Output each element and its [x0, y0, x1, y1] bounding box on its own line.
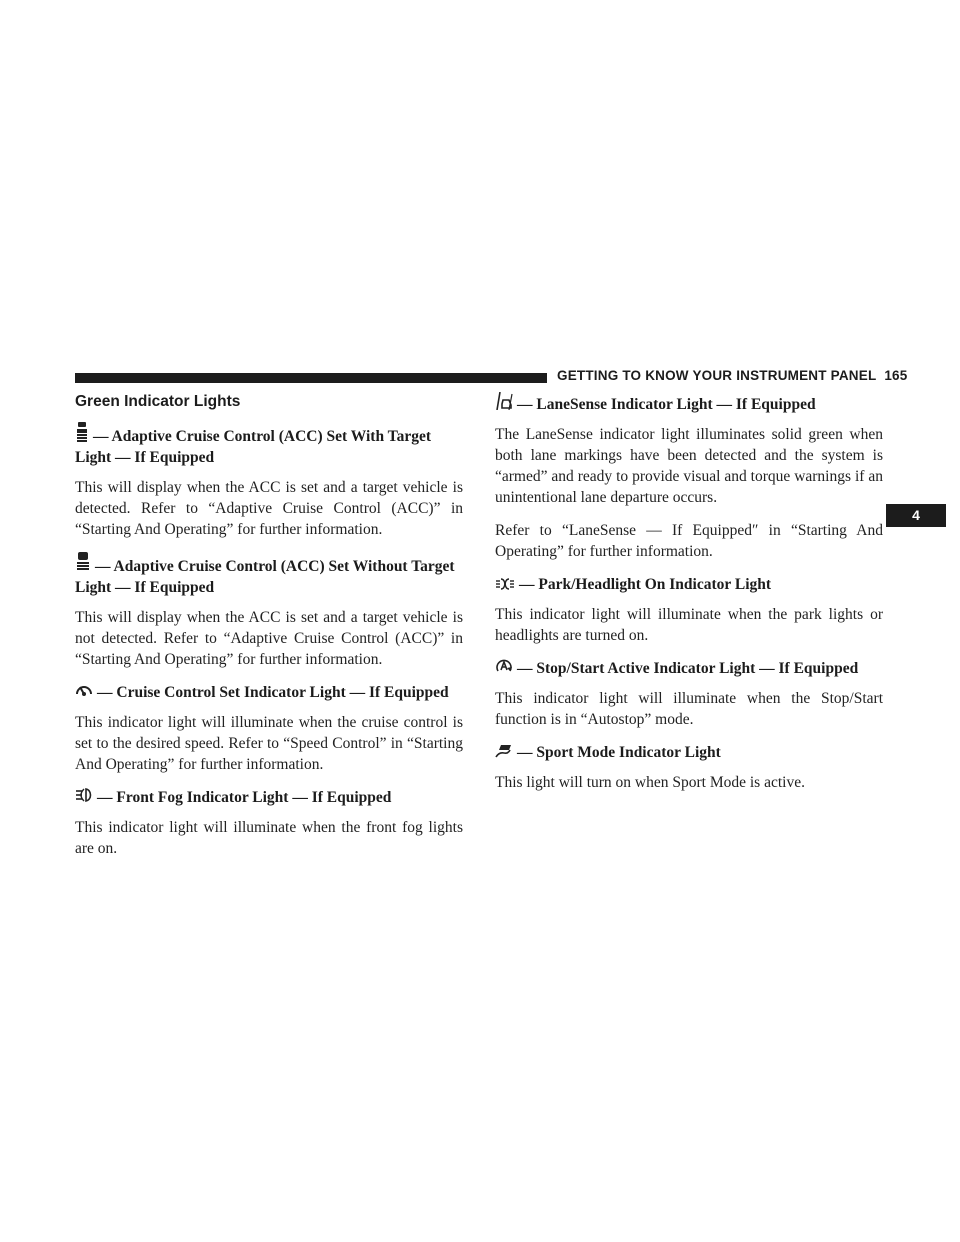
chapter-tab: 4	[886, 504, 946, 527]
item-body: This indicator light will illuminate when the cruise control is set to the desired speed. Refer to “Speed Control” in “Starting And Operating” for further information.	[75, 714, 463, 773]
running-header	[557, 368, 907, 383]
acc-without-target-icon	[75, 552, 91, 572]
item-heading-acc-with-target	[75, 422, 463, 468]
right-column	[495, 392, 883, 805]
item-body: This indicator light will illuminate when the Stop/Start function is in “Autostop” mode.	[495, 690, 883, 728]
item-body: This indicator light will illuminate when the park lights or headlights are turned on.	[495, 606, 883, 644]
front-fog-icon	[75, 787, 93, 803]
section-title: Green Indicator Lights	[75, 393, 241, 410]
item-heading-lanesense	[495, 392, 883, 415]
stop-start-icon	[495, 658, 513, 674]
cruise-control-icon	[75, 682, 93, 698]
header-rule	[75, 373, 547, 383]
item-heading-cruise-control	[75, 682, 463, 703]
item-heading-text: — Adaptive Cruise Control (ACC) Set Without Target Light — If Equipped	[75, 558, 455, 596]
item-heading-text: — Cruise Control Set Indicator Light — If Equipped	[97, 684, 449, 701]
item-heading-park-headlight	[495, 574, 883, 595]
left-column	[75, 392, 463, 871]
item-body-extra: Refer to “LaneSense — If Equipped″ in “Starting And Operating” for further information.	[495, 522, 883, 560]
item-heading-text: — Front Fog Indicator Light — If Equipped	[97, 789, 392, 806]
acc-with-target-icon	[75, 422, 89, 442]
item-body: This indicator light will illuminate when the front fog lights are on.	[75, 819, 463, 857]
item-heading-front-fog	[75, 787, 463, 808]
item-body: This light will turn on when Sport Mode is active.	[495, 774, 805, 791]
item-heading-text: — Adaptive Cruise Control (ACC) Set With Target Light — If Equipped	[75, 428, 431, 466]
page-number: 165	[884, 368, 908, 383]
park-headlight-icon	[495, 578, 515, 590]
item-body: This will display when the ACC is set and a target vehicle is detected. Refer to “Adaptive Cruise Control (ACC)” in “Starting And Operating” for further information.	[75, 479, 463, 538]
item-heading-stop-start	[495, 658, 883, 679]
lanesense-icon	[495, 392, 513, 410]
sport-mode-icon	[495, 744, 513, 758]
running-title: GETTING TO KNOW YOUR INSTRUMENT PANEL	[557, 368, 877, 383]
item-heading-acc-without-target	[75, 552, 463, 598]
item-body: The LaneSense indicator light illuminates solid green when both lane markings have been detected and the system is “armed” and ready to provide visual and torque warnings if an unintentional lane departure occurs.	[495, 426, 883, 506]
item-heading-text: — LaneSense Indicator Light — If Equipped	[517, 396, 816, 413]
item-heading-text: — Sport Mode Indicator Light	[517, 744, 721, 761]
item-heading-text: — Stop/Start Active Indicator Light — If Equipped	[517, 660, 859, 677]
item-heading-text: — Park/Headlight On Indicator Light	[519, 576, 772, 593]
item-heading-sport-mode	[495, 742, 883, 763]
item-body: This will display when the ACC is set and a target vehicle is not detected. Refer to “Adaptive Cruise Control (ACC)” in “Starting And Operating” for further information.	[75, 609, 463, 668]
